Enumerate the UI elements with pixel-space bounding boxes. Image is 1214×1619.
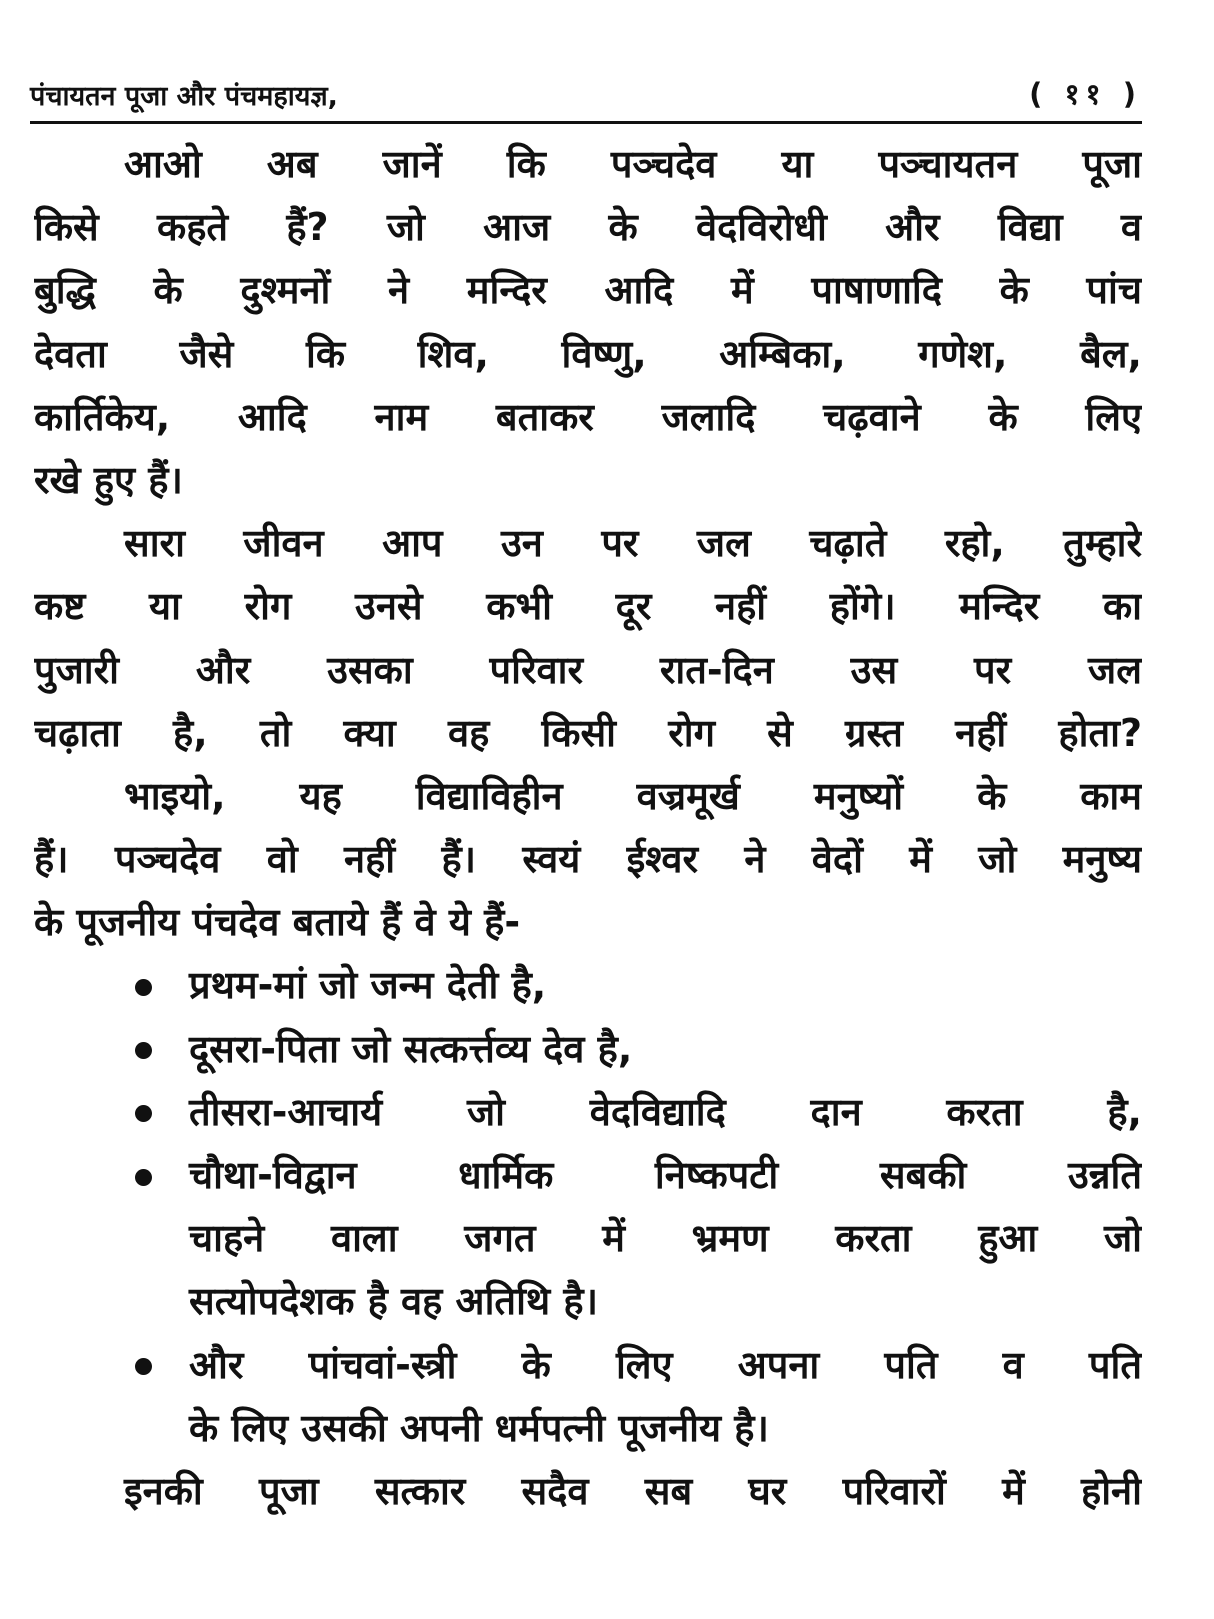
- list-item: [34, 1018, 1142, 1081]
- page-number: ( ११ ): [1029, 77, 1142, 111]
- text-line: चढ़ाता है, तो क्या वह किसी रोग से ग्रस्त नहीं होता?: [34, 710, 1142, 755]
- text-line: देवता जैसे कि शिव, विष्णु, अम्बिका, गणेश, बैल,: [34, 331, 1142, 376]
- list-item-text: प्रथम-मां जो जन्म देती है,: [189, 963, 547, 1008]
- bullet-icon: [135, 979, 152, 996]
- running-title: पंचायतन पूजा और पंचमहायज्ञ,: [30, 81, 338, 112]
- text-line: इनकी पूजा सत्कार सदैव सब घर परिवारों में होनी: [124, 1468, 1142, 1513]
- bullet-icon: [135, 1358, 152, 1375]
- text-line: किसे कहते हैं? जो आज के वेदविरोधी और विद्या व: [34, 205, 1142, 250]
- list-item-continuation: सत्योपदेशक है वह अतिथि है।: [189, 1279, 599, 1324]
- text-line: पुजारी और उसका परिवार रात-दिन उस पर जल: [34, 647, 1142, 692]
- list-item: [34, 1144, 1142, 1207]
- text-line: बुद्धि के दुश्मनों ने मन्दिर आदि में पाषाणादि के पांच: [34, 268, 1142, 313]
- text-line: सारा जीवन आप उन पर जल चढ़ाते रहो, तुम्हारे: [124, 521, 1142, 566]
- bullet-icon: [135, 1169, 152, 1186]
- list-item-text: चौथा-विद्वान धार्मिक निष्कपटी सबकी उन्नति: [189, 1153, 1142, 1197]
- text-line: कष्ट या रोग उनसे कभी दूर नहीं होंगे। मन्दिर का: [34, 584, 1142, 629]
- text-line: हैं। पञ्चदेव वो नहीं हैं। स्वयं ईश्वर ने वेदों में जो मनुष्य: [34, 837, 1142, 882]
- text-line: के पूजनीय पंचदेव बताये हैं वे ये हैं-: [34, 900, 521, 945]
- list-item: [34, 954, 1142, 1017]
- list-item: [34, 1081, 1142, 1144]
- text-line: भाइयो, यह विद्याविहीन वज्रमूर्ख मनुष्यों के काम: [124, 773, 1142, 818]
- bullet-icon: [135, 1042, 152, 1059]
- bullet-icon: [135, 1105, 152, 1122]
- list-item-text: दूसरा-पिता जो सत्कर्त्तव्य देव है,: [189, 1026, 633, 1071]
- text-line: कार्तिकेय, आदि नाम बताकर जलादि चढ़वाने के लिए: [34, 394, 1142, 439]
- list-item-text: तीसरा-आचार्य जो वेदविद्यादि दान करता है,: [189, 1089, 1142, 1134]
- list-item: [34, 1334, 1142, 1397]
- text-line: आओ अब जानें कि पञ्चदेव या पञ्चायतन पूजा: [124, 142, 1142, 186]
- body-text: [34, 133, 1142, 1523]
- running-header: [30, 72, 1142, 116]
- list-item-continuation: के लिए उसकी अपनी धर्मपत्नी पूजनीय है।: [189, 1405, 769, 1450]
- list-item-text: और पांचवां-स्त्री के लिए अपना पति व पति: [189, 1342, 1142, 1387]
- header-rule: [30, 121, 1142, 124]
- list-item-continuation: चाहने वाला जगत में भ्रमण करता हुआ जो: [189, 1216, 1142, 1261]
- text-line: रखे हुए हैं।: [34, 457, 183, 502]
